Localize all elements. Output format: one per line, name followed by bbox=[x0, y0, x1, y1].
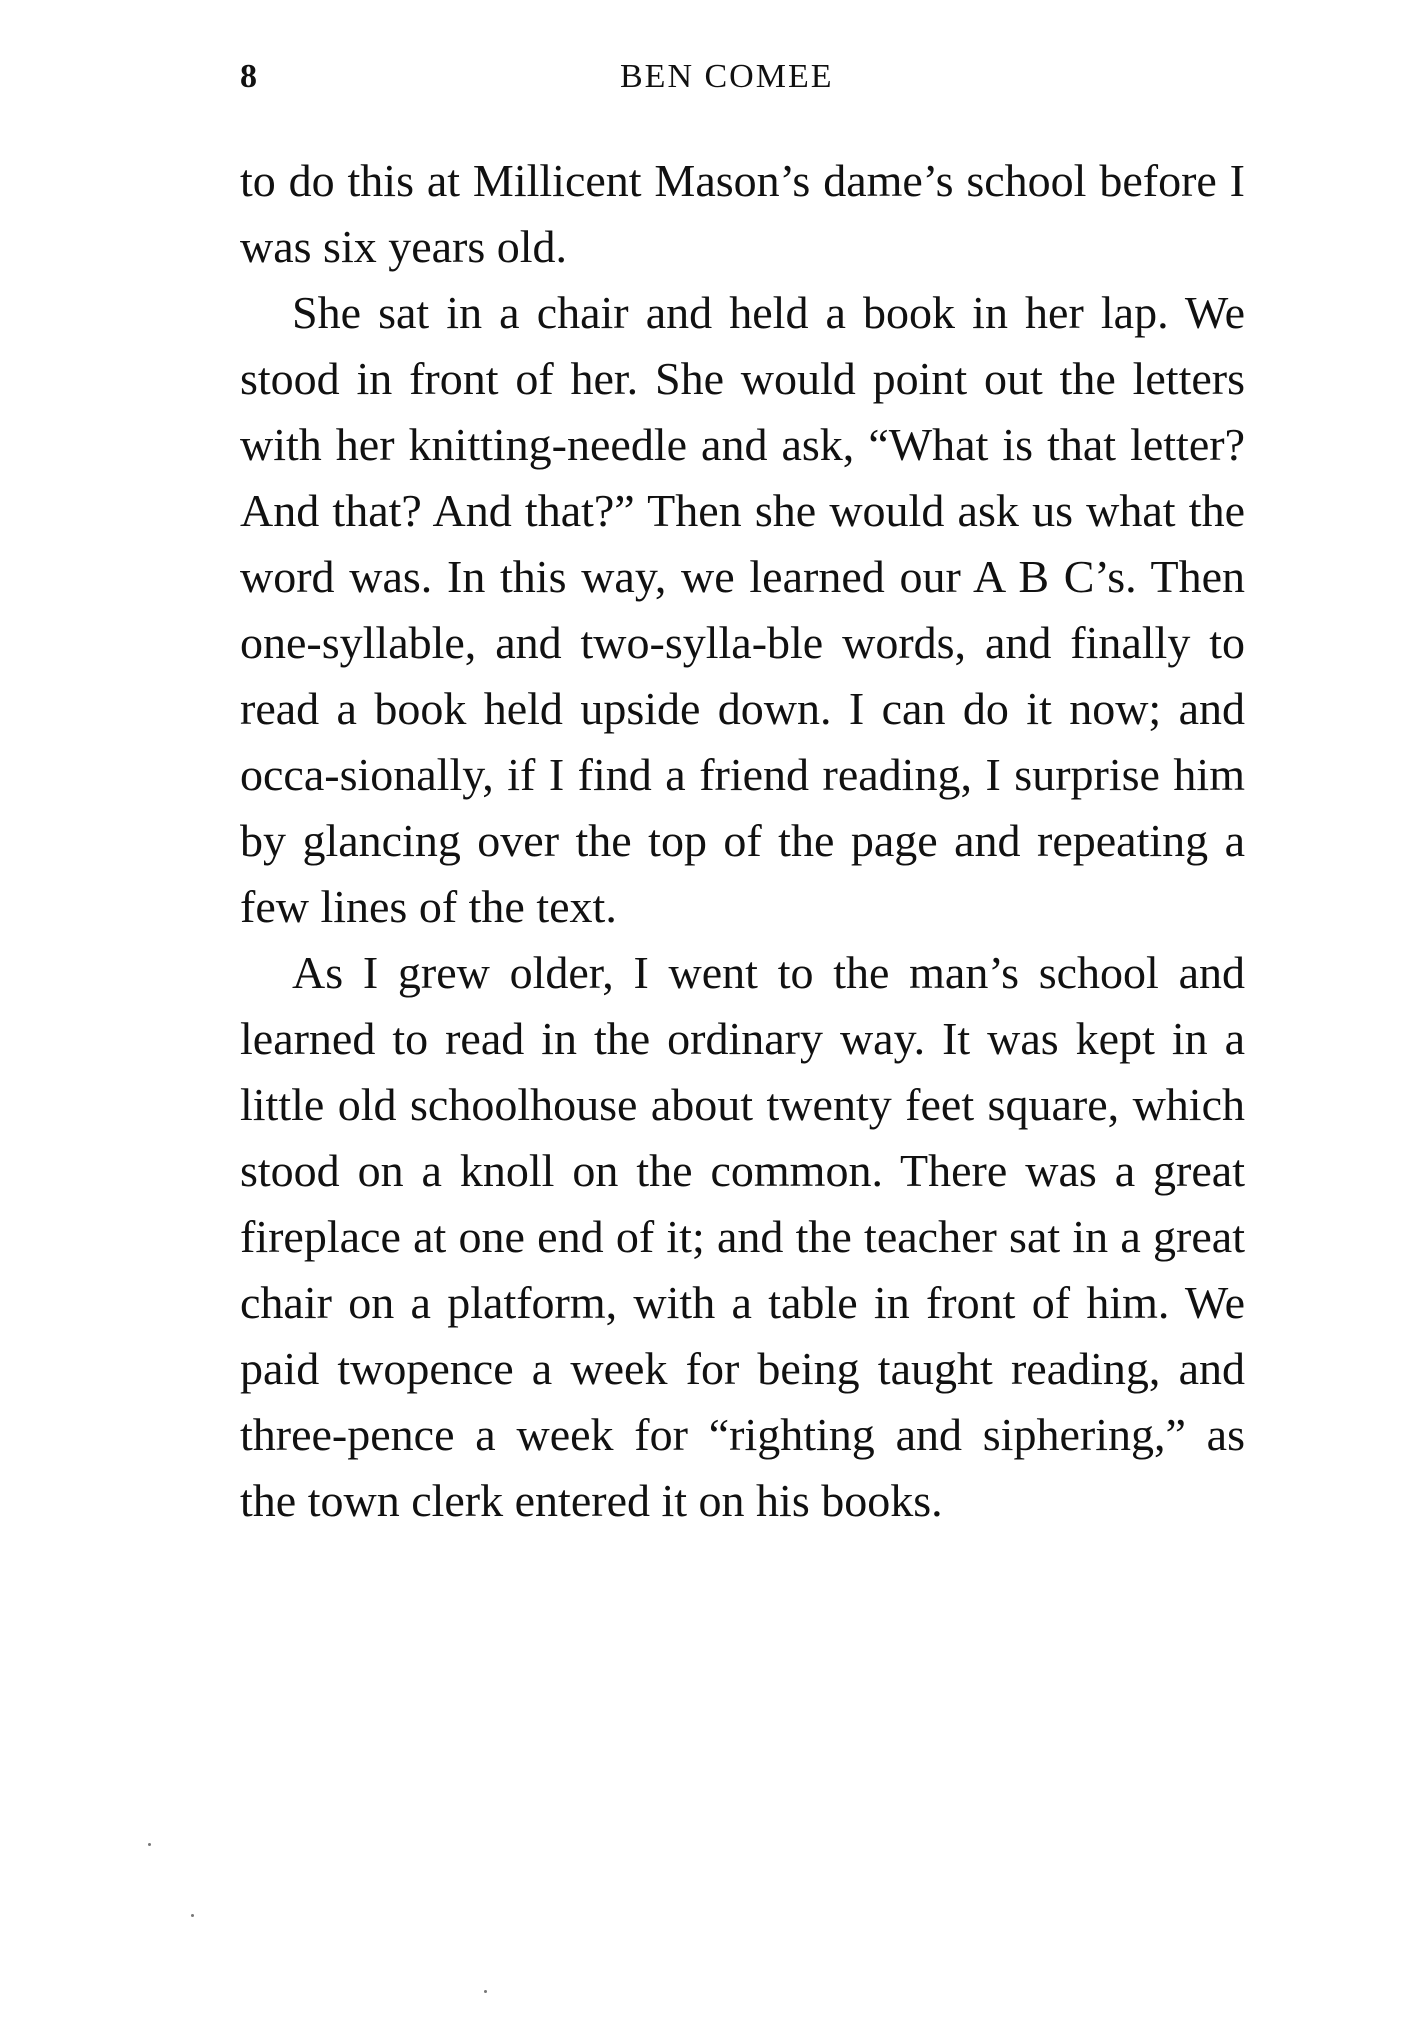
page-number: 8 bbox=[240, 58, 257, 95]
scan-speck bbox=[148, 1843, 151, 1846]
scan-speck bbox=[191, 1914, 194, 1917]
paragraph-2: She sat in a chair and held a book in her lap. We stood in front of her. She would point out the letters with her knitting-needle and ask, “What is that letter? And that? And that?” Then she would ask us what the word was. In this way, we learned our A B C’s. Then one-syllable, and two-sylla-ble words, and finally to read a book held upside down. I can do it now; and occa-sionally, if I find a friend reading, I surprise him by glancing over the top of the page and repeating a few lines of the text. bbox=[240, 287, 1245, 932]
body-text bbox=[240, 148, 1245, 1534]
running-head: BEN COMEE bbox=[620, 58, 834, 95]
paragraph-3: As I grew older, I went to the man’s school and learned to read in the ordinary way. It was kept in a little old schoolhouse about twenty feet square, which stood on a knoll on the common. There was a great fireplace at one end of it; and the teacher sat in a great chair on a platform, with a table in front of him. We paid twopence a week for being taught reading, and three-pence a week for “righting and siphering,” as the town clerk entered it on his books. bbox=[240, 947, 1245, 1526]
scan-speck bbox=[484, 1990, 487, 1993]
paragraph-1: to do this at Millicent Mason’s dame’s school before I was six years old. bbox=[240, 155, 1245, 272]
page-header bbox=[240, 58, 1240, 108]
